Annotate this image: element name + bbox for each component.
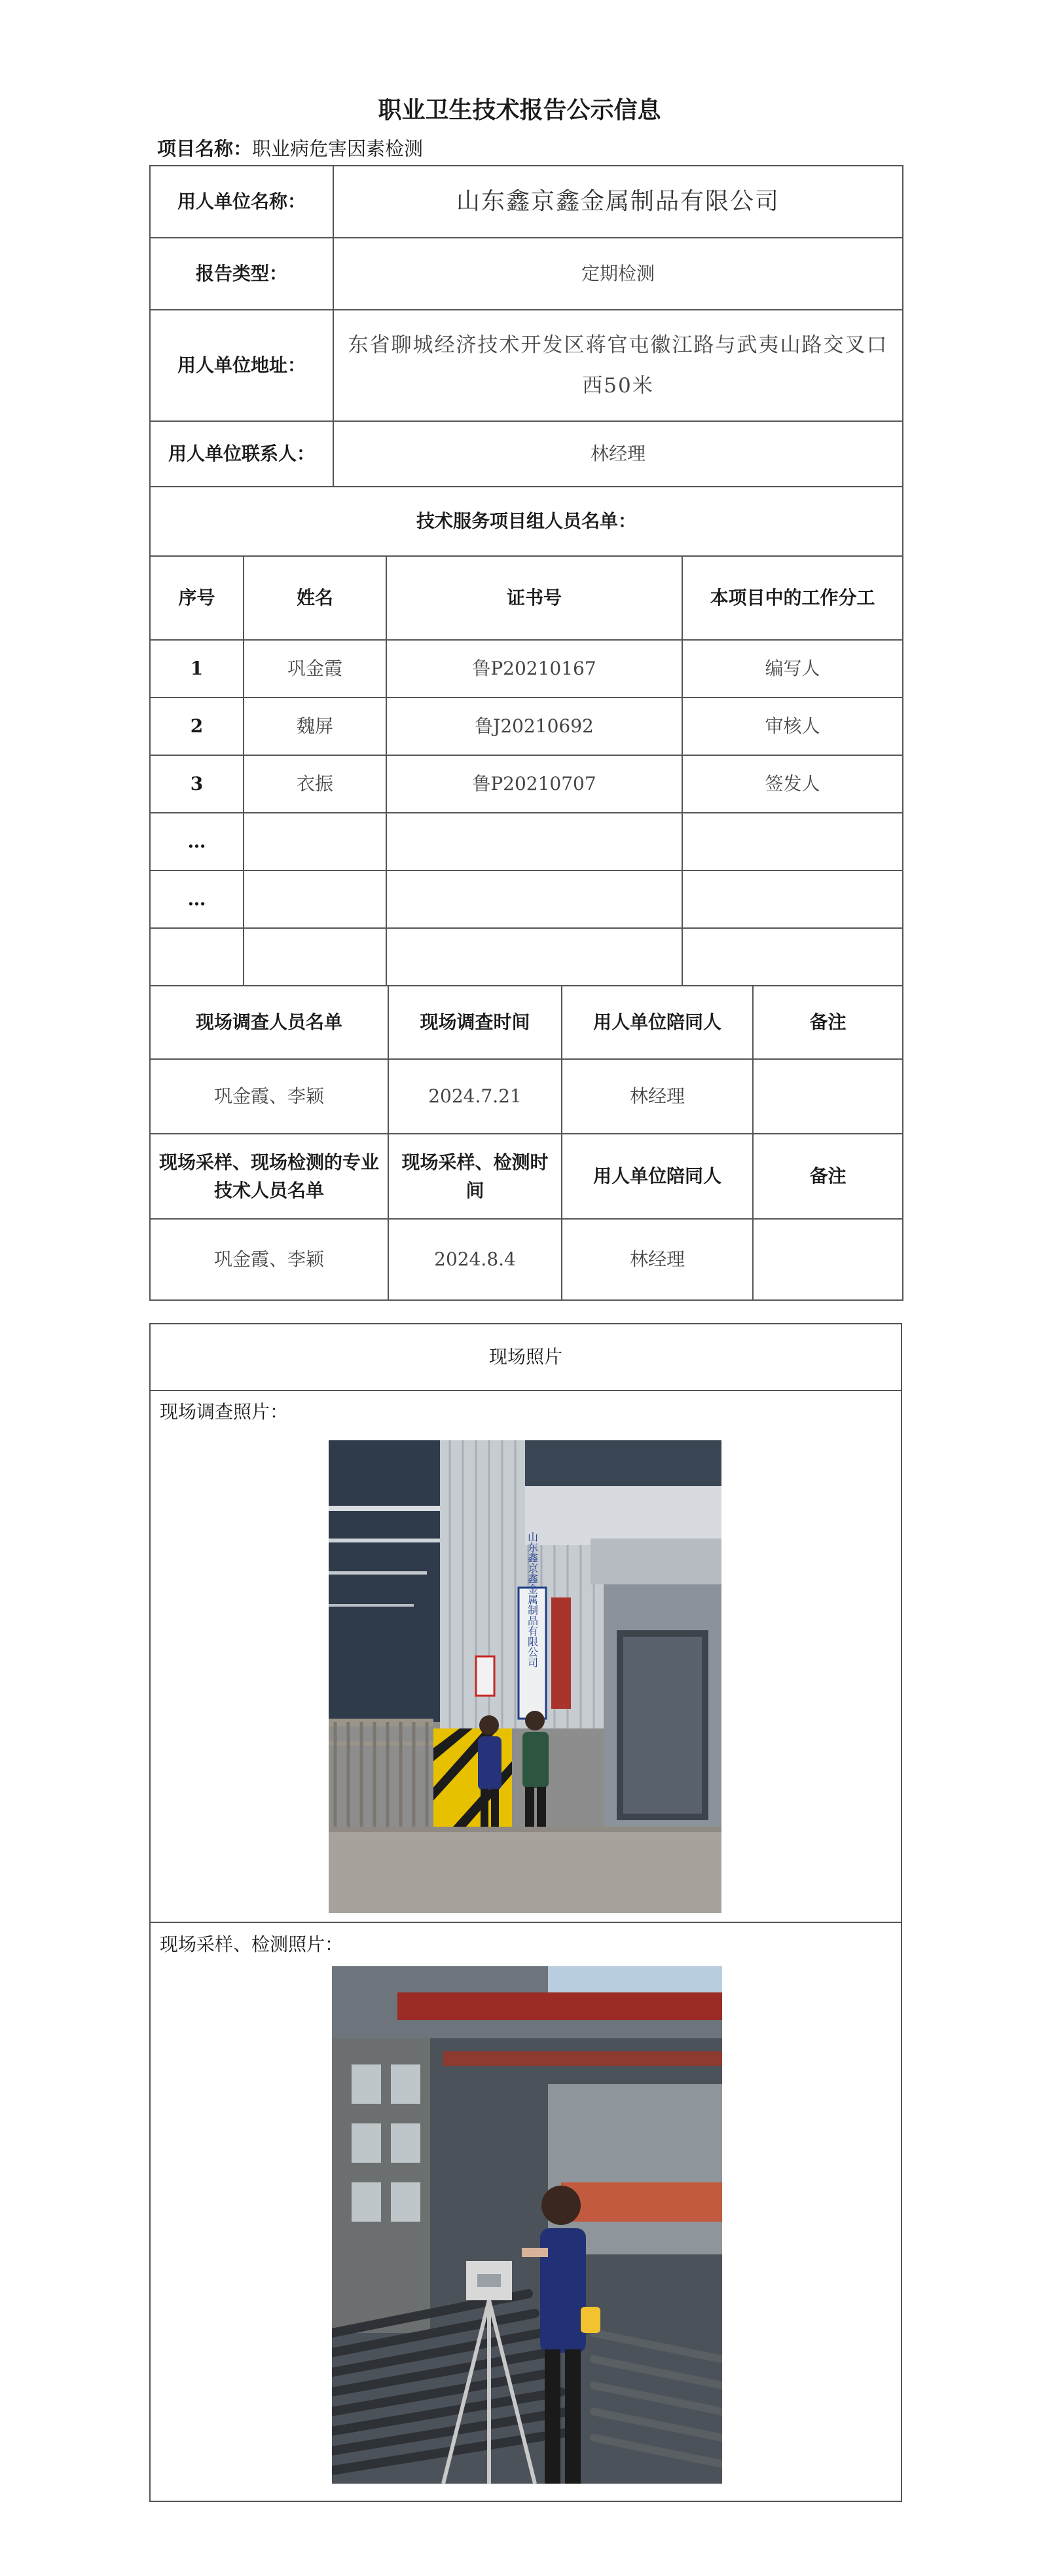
- survey-photo-label: 现场调查照片：: [160, 1401, 289, 1423]
- project-value: 职业病危害因素检测: [252, 138, 424, 160]
- team-cell: 衣振: [244, 755, 386, 813]
- survey-remark: [753, 1059, 903, 1134]
- team-cell: [244, 870, 386, 928]
- team-cell: 鲁J20210692: [386, 698, 682, 755]
- team-cell: [682, 870, 903, 928]
- table-row: [150, 813, 903, 870]
- table-row: [150, 870, 903, 928]
- sampling-header-remark: 备注: [753, 1134, 903, 1219]
- team-heading: 技术服务项目组人员名单：: [150, 487, 903, 556]
- table-row: [150, 640, 903, 698]
- info-table: [149, 165, 903, 487]
- company-sign-text: 山东鑫京鑫金属制品有限公司: [526, 1531, 539, 1668]
- report-type-value: 定期检测: [333, 238, 903, 310]
- team-cell: 鲁P20210167: [386, 640, 682, 698]
- team-table: [149, 486, 903, 986]
- sampling-header-time: 现场采样、检测时间: [388, 1134, 562, 1219]
- survey-escort: 林经理: [562, 1059, 753, 1134]
- team-cell: [150, 928, 244, 986]
- team-cell: 巩金霞: [244, 640, 386, 698]
- team-cell: [386, 813, 682, 870]
- table-row: [150, 755, 903, 813]
- project-label: 项目名称：: [157, 138, 253, 160]
- team-cell: [386, 870, 682, 928]
- team-cell: [244, 928, 386, 986]
- survey-photo: [329, 1440, 721, 1913]
- address-value: 东省聊城经济技术开发区蒋官屯徽江路与武夷山路交叉口西50米: [333, 310, 903, 421]
- survey-staff: 巩金霞、李颖: [150, 1059, 388, 1134]
- team-cell: 魏屏: [244, 698, 386, 755]
- photo-divider: [151, 1922, 901, 1923]
- table-row: [150, 928, 903, 986]
- team-cell: [244, 813, 386, 870]
- survey-header-remark: 备注: [753, 986, 903, 1059]
- sampling-header-escort: 用人单位陪同人: [562, 1134, 753, 1219]
- project-line: [157, 134, 423, 161]
- team-cell: 3: [150, 755, 244, 813]
- survey-table: [149, 985, 903, 1301]
- sampling-header-staff: 现场采样、现场检测的专业技术人员名单: [150, 1134, 388, 1219]
- sampling-escort: 林经理: [562, 1219, 753, 1300]
- report-type-label: 报告类型：: [150, 238, 333, 310]
- team-cell: 鲁P20210707: [386, 755, 682, 813]
- team-cell: …: [150, 870, 244, 928]
- sampling-photo-label: 现场采样、检测照片：: [160, 1933, 344, 1955]
- survey-time: 2024.7.21: [388, 1059, 562, 1134]
- team-cell: [682, 813, 903, 870]
- team-cell: 审核人: [682, 698, 903, 755]
- sampling-staff: 巩金霞、李颖: [150, 1219, 388, 1300]
- table-row: [150, 698, 903, 755]
- team-cell: …: [150, 813, 244, 870]
- survey-header-time: 现场调查时间: [388, 986, 562, 1059]
- team-header-name: 姓名: [244, 556, 386, 640]
- table-row: [150, 1059, 903, 1134]
- photo-section: [149, 1323, 902, 2502]
- contact-label: 用人单位联系人：: [150, 421, 333, 487]
- sampling-remark: [753, 1219, 903, 1300]
- table-row: [150, 1219, 903, 1300]
- unit-name-label: 用人单位名称：: [150, 166, 333, 238]
- team-cell: [682, 928, 903, 986]
- survey-header-staff: 现场调查人员名单: [150, 986, 388, 1059]
- team-cell: 签发人: [682, 755, 903, 813]
- team-header-index: 序号: [150, 556, 244, 640]
- page-title: 职业卫生技术报告公示信息: [378, 96, 661, 124]
- survey-header-escort: 用人单位陪同人: [562, 986, 753, 1059]
- address-label: 用人单位地址：: [150, 310, 333, 421]
- team-header-cert: 证书号: [386, 556, 682, 640]
- photo-section-heading: 现场照片: [151, 1324, 901, 1391]
- team-header-role: 本项目中的工作分工: [682, 556, 903, 640]
- team-cell: [386, 928, 682, 986]
- unit-name-value: 山东鑫京鑫金属制品有限公司: [333, 166, 903, 238]
- team-cell: 编写人: [682, 640, 903, 698]
- sampling-time: 2024.8.4: [388, 1219, 562, 1300]
- team-cell: 1: [150, 640, 244, 698]
- sampling-photo: [332, 1966, 722, 2484]
- contact-value: 林经理: [333, 421, 903, 487]
- team-cell: 2: [150, 698, 244, 755]
